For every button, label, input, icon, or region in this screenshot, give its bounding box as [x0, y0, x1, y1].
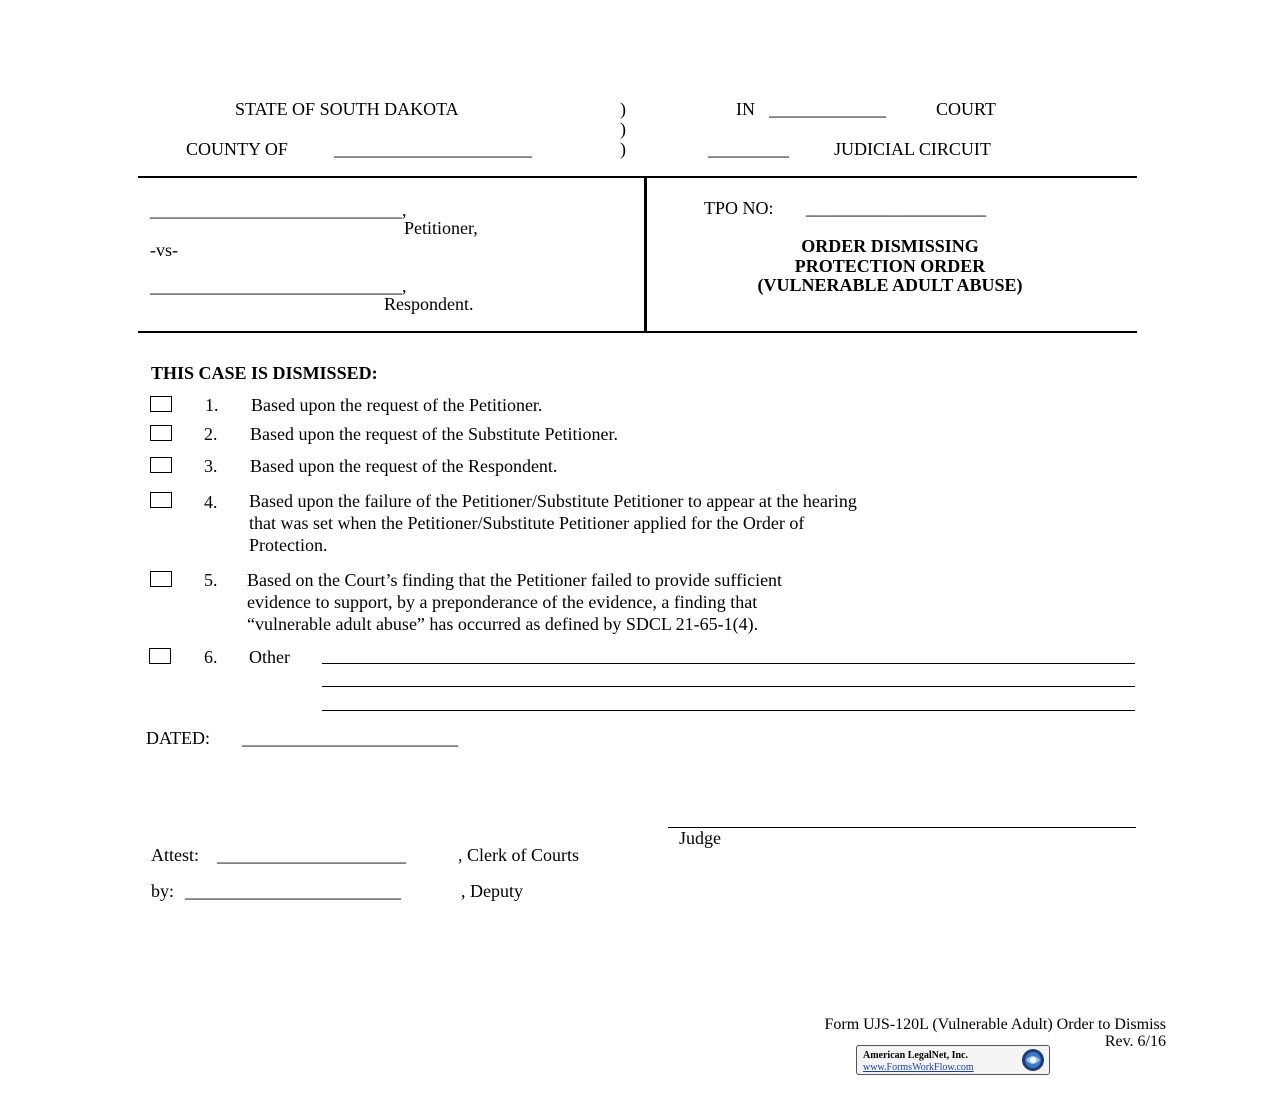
- by-label: by:: [151, 881, 175, 901]
- caption-divider: [644, 176, 647, 333]
- tpo-field[interactable]: ____________________: [806, 198, 986, 218]
- court-label: COURT: [936, 99, 996, 119]
- clerk-label: , Clerk of Courts: [458, 845, 579, 865]
- attest-label: Attest:: [151, 845, 199, 865]
- form-id: Form UJS-120L (Vulnerable Adult) Order to Dismiss: [824, 1016, 1166, 1033]
- other-line-2[interactable]: [322, 686, 1135, 687]
- item-5-line-1: Based on the Court’s finding that the Petitioner failed to provide sufficient: [247, 570, 783, 590]
- court-field[interactable]: _____________: [769, 99, 886, 119]
- other-line-1[interactable]: [322, 663, 1135, 664]
- item-5-number: 5.: [204, 570, 218, 590]
- item-6-text: Other: [249, 647, 290, 667]
- circuit-field[interactable]: _________: [708, 139, 789, 159]
- checkbox-item-2[interactable]: [150, 425, 172, 441]
- petitioner-field[interactable]: ____________________________,: [150, 200, 407, 220]
- paren-1: ): [620, 99, 626, 119]
- globe-icon: [1021, 1048, 1045, 1072]
- dated-label: DATED:: [146, 728, 210, 748]
- respondent-label: Respondent.: [384, 294, 474, 314]
- logo-company-name: American LegalNet, Inc.: [863, 1050, 968, 1061]
- paren-2: ): [620, 119, 626, 139]
- judge-label: Judge: [679, 828, 721, 848]
- item-4-line-1: Based upon the failure of the Petitioner/Substitute Petitioner to appear at the hearing: [249, 491, 857, 511]
- circuit-label: JUDICIAL CIRCUIT: [834, 139, 991, 159]
- deputy-field[interactable]: ________________________: [185, 881, 401, 901]
- petitioner-label: Petitioner,: [404, 218, 478, 238]
- dismissed-heading: THIS CASE IS DISMISSED:: [151, 363, 378, 383]
- other-line-3[interactable]: [322, 710, 1135, 711]
- item-5-line-2: evidence to support, by a preponderance of the evidence, a finding that: [247, 592, 758, 612]
- county-label: COUNTY OF: [186, 139, 288, 159]
- forms-workflow-logo[interactable]: [856, 1045, 1050, 1075]
- deputy-label: , Deputy: [461, 881, 523, 901]
- dated-field[interactable]: ________________________: [242, 728, 458, 748]
- item-1-text: Based upon the request of the Petitioner.: [251, 395, 543, 415]
- caption-top-rule: [138, 176, 1137, 178]
- item-4-line-3: Protection.: [249, 535, 328, 555]
- caption-bottom-rule: [138, 331, 1137, 333]
- item-2-number: 2.: [204, 424, 218, 444]
- title-line-2: PROTECTION ORDER: [794, 256, 986, 276]
- checkbox-item-6[interactable]: [149, 648, 171, 664]
- item-4-number: 4.: [204, 492, 218, 512]
- item-1-number: 1.: [205, 395, 219, 415]
- item-5-line-3: “vulnerable adult abuse” has occurred as defined by SDCL 21-65-1(4).: [247, 614, 759, 634]
- logo-url-link[interactable]: www.FormsWorkFlow.com: [863, 1062, 974, 1073]
- attest-field[interactable]: _____________________: [217, 845, 406, 865]
- paren-3: ): [620, 139, 626, 159]
- checkbox-item-1[interactable]: [150, 396, 172, 412]
- item-4-line-2: that was set when the Petitioner/Substitute Petitioner applied for the Order of: [249, 513, 805, 533]
- title-line-3: (VULNERABLE ADULT ABUSE): [757, 275, 1023, 295]
- item-2-text: Based upon the request of the Substitute Petitioner.: [250, 424, 618, 444]
- state-name: STATE OF SOUTH DAKOTA: [235, 99, 459, 119]
- revision: Rev. 6/16: [1104, 1033, 1166, 1050]
- judge-signature-line[interactable]: [668, 827, 1136, 828]
- respondent-field[interactable]: ____________________________,: [150, 276, 407, 296]
- county-field[interactable]: ______________________: [334, 139, 532, 159]
- item-3-number: 3.: [204, 456, 218, 476]
- item-3-text: Based upon the request of the Respondent.: [250, 456, 558, 476]
- title-line-1: ORDER DISMISSING: [801, 236, 979, 256]
- checkbox-item-3[interactable]: [150, 457, 172, 473]
- checkbox-item-5[interactable]: [150, 571, 172, 587]
- item-6-number: 6.: [204, 647, 218, 667]
- vs-label: -vs-: [150, 240, 178, 260]
- checkbox-item-4[interactable]: [150, 492, 172, 508]
- in-label: IN: [736, 99, 755, 119]
- tpo-label: TPO NO:: [704, 198, 774, 218]
